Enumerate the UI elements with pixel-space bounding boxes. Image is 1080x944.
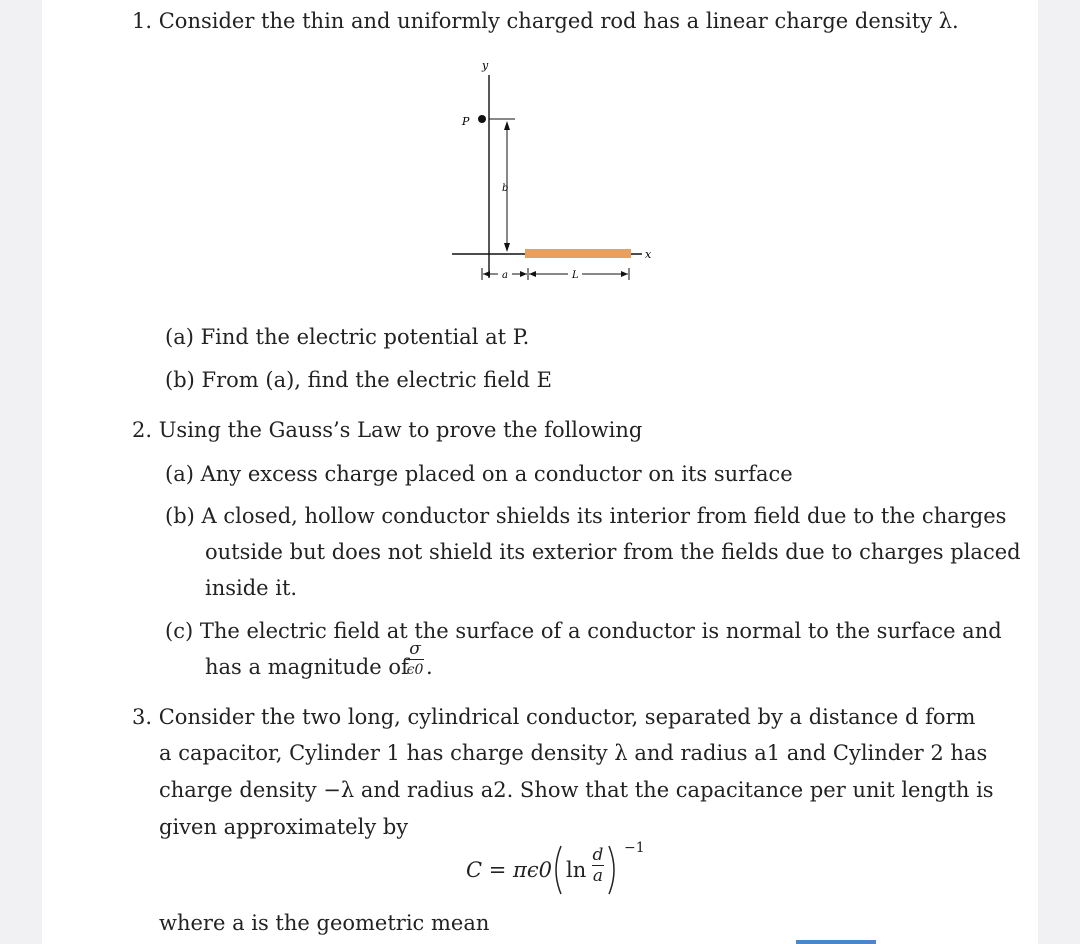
q2-b-line2: outside but does not shield its exterior from the fields due to charges placed <box>205 540 1021 564</box>
q2-a-text: Any excess charge placed on a conductor on its surface <box>200 462 793 486</box>
q2-text: Using the Gauss’s Law to prove the following <box>158 418 643 442</box>
a-label: a <box>502 270 508 281</box>
q1-a-label: (a) <box>165 325 194 349</box>
q2-number: 2. <box>132 418 153 442</box>
frac-denominator: ϵ0 <box>406 662 424 678</box>
q3-after-equation: where a is the geometric mean <box>159 911 490 935</box>
q2-part-b <box>165 503 1006 529</box>
q1-b-text: From (a), find the electric field E <box>201 368 552 392</box>
right-paren <box>609 846 614 894</box>
q2-part-a <box>165 461 793 487</box>
l-arrow-left <box>529 271 536 277</box>
q2-a-label: (a) <box>165 462 194 486</box>
q3-line2: a capacitor, Cylinder 1 has charge density λ and radius a1 and Cylinder 2 has <box>159 741 988 765</box>
frac-numerator: σ <box>409 639 421 659</box>
l-arrow-right <box>621 271 628 277</box>
q3-line3: charge density −λ and radius a2. Show that the capacitance per unit length is <box>159 778 994 802</box>
point-p-label: P <box>462 115 470 128</box>
capacitance-equation <box>466 840 666 900</box>
eq-lhs: C = πϵ0 <box>466 858 552 882</box>
b-arrow-bottom <box>504 243 510 252</box>
eq-frac-den: a <box>592 866 604 886</box>
charged-rod <box>525 249 631 258</box>
point-p-dot <box>478 115 486 123</box>
a-arrow-left <box>483 271 490 277</box>
q1-text: Consider the thin and uniformly charged rod has a linear charge density λ. <box>158 9 959 33</box>
q3-number: 3. <box>132 705 153 729</box>
frac-bar <box>406 659 424 660</box>
a-arrow-right <box>520 271 527 277</box>
l-label: L <box>572 270 579 281</box>
q3-line4: given approximately by <box>159 815 409 839</box>
x-axis-label: x <box>645 248 652 261</box>
q2-statement <box>132 417 642 443</box>
q1-part-a <box>165 324 529 350</box>
y-axis-label: y <box>482 59 489 72</box>
eq-frac-num: d <box>592 845 604 865</box>
q2-b-line1: A closed, hollow conductor shields its interior from field due to the charges <box>201 504 1007 528</box>
eq-fraction <box>590 846 606 885</box>
q1-b-label: (b) <box>165 368 195 392</box>
sigma-over-epsilon <box>404 640 426 679</box>
q2-b-line3: inside it. <box>205 576 298 600</box>
q3-line1 <box>132 704 975 730</box>
b-arrow-top <box>504 121 510 130</box>
q2-part-c <box>165 618 1002 644</box>
eq-ln: ln <box>566 858 587 882</box>
q1-number: 1. <box>132 9 153 33</box>
q1-part-b <box>165 367 552 393</box>
q2-c-label: (c) <box>165 619 194 643</box>
c-period: . <box>426 655 433 679</box>
left-paren <box>556 846 561 894</box>
q3-line1-text: Consider the two long, cylindrical conductor, separated by a distance d form <box>158 705 976 729</box>
q2-c-line1: The electric field at the surface of a conductor is normal to the surface and <box>199 619 1002 643</box>
q2-c-line2: has a magnitude of <box>205 655 409 679</box>
charged-rod-figure <box>42 0 1038 300</box>
eq-exponent: −1 <box>624 840 645 856</box>
scroll-indicator <box>796 940 876 944</box>
b-label: b <box>502 183 509 194</box>
document-page <box>42 0 1038 944</box>
q1-a-text: Find the electric potential at P. <box>200 325 530 349</box>
q2-b-label: (b) <box>165 504 195 528</box>
